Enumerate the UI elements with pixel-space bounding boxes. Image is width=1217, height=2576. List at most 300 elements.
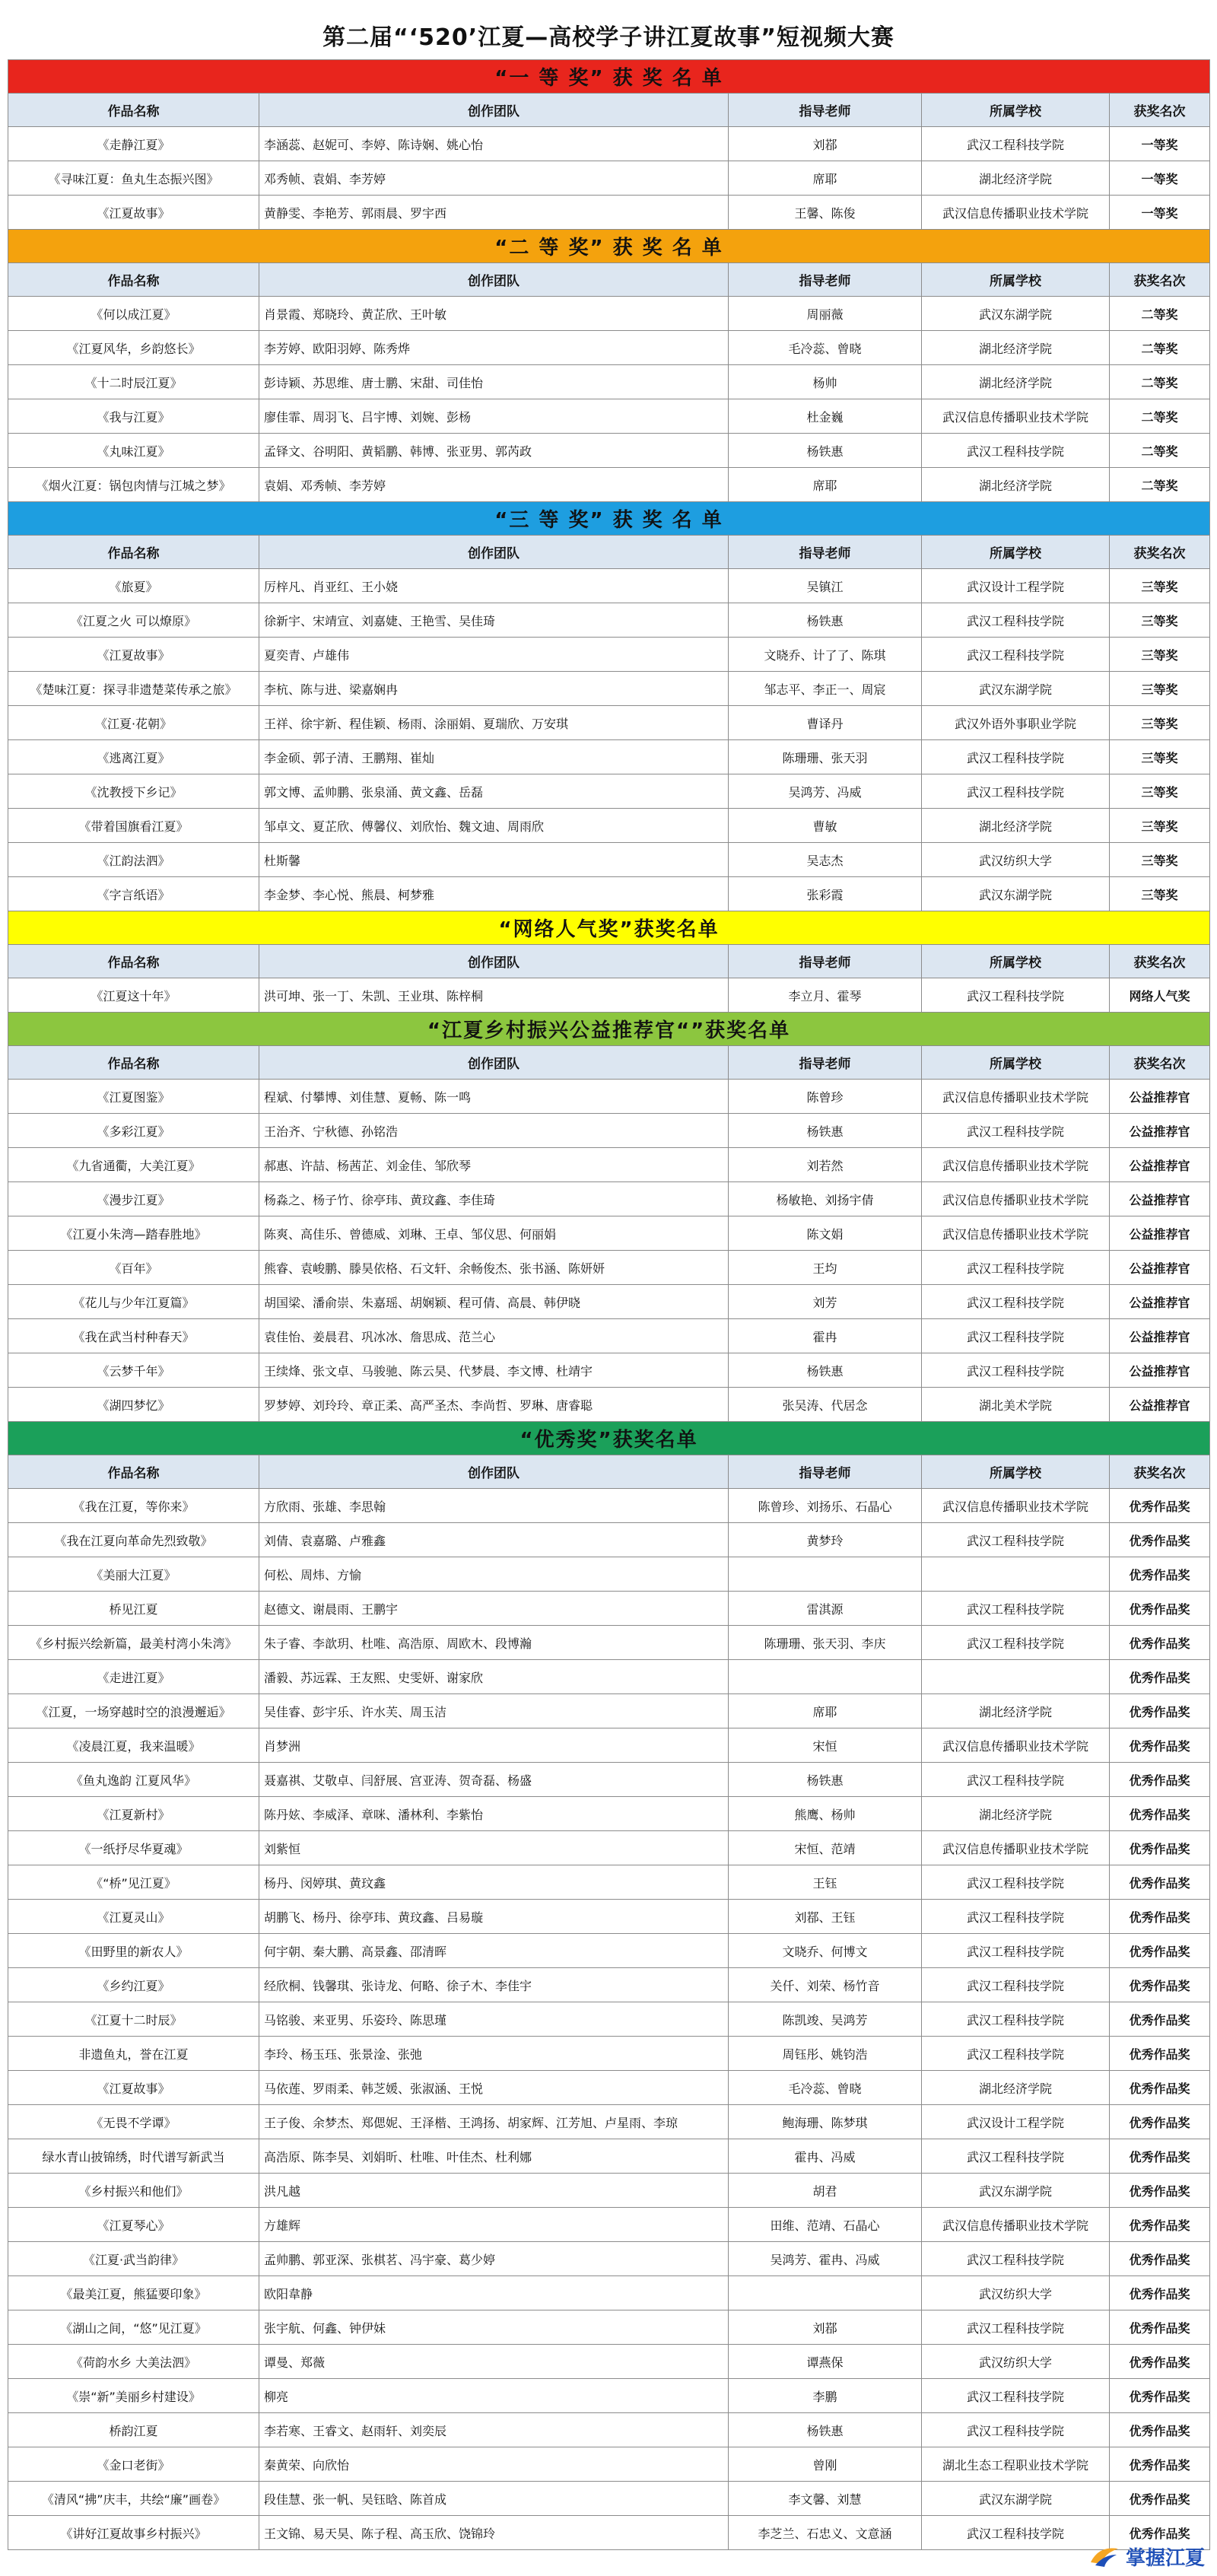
work-title-cell: 《我在江夏，等你来》 — [8, 1489, 259, 1523]
school-cell: 武汉工程科技学院 — [922, 1114, 1110, 1148]
rank-cell: 优秀作品奖 — [1110, 1865, 1210, 1900]
advisor-cell: 文晓乔、何博文 — [729, 1934, 922, 1968]
table-row — [8, 2447, 1210, 2482]
school-cell: 武汉信息传播职业技术学院 — [922, 1728, 1110, 1763]
work-title-cell: 《鱼丸逸韵 江夏风华》 — [8, 1763, 259, 1797]
advisor-cell: 刘鄀 — [729, 2310, 922, 2345]
advisor-cell: 杨帅 — [729, 365, 922, 399]
column-header: 获奖名次 — [1110, 536, 1210, 569]
advisor-cell: 毛冷蕊、曾晓 — [729, 2071, 922, 2105]
school-cell: 武汉工程科技学院 — [922, 1592, 1110, 1626]
advisor-cell: 李文馨、刘慧 — [729, 2482, 922, 2516]
table-row — [8, 2174, 1210, 2208]
table-row — [8, 1148, 1210, 1182]
team-cell: 肖景霞、郑晓玲、黄芷欣、王叶敏 — [259, 297, 729, 331]
table-row — [8, 843, 1210, 877]
rank-cell: 三等奖 — [1110, 774, 1210, 809]
column-header: 作品名称 — [8, 1455, 259, 1489]
school-cell: 武汉工程科技学院 — [922, 1865, 1110, 1900]
advisor-cell: 杨铁惠 — [729, 1114, 922, 1148]
rank-cell: 三等奖 — [1110, 877, 1210, 911]
advisor-cell: 谭燕保 — [729, 2345, 922, 2379]
school-cell: 武汉工程科技学院 — [922, 2002, 1110, 2037]
rank-cell: 优秀作品奖 — [1110, 1557, 1210, 1592]
work-title-cell: 《无畏不学谭》 — [8, 2105, 259, 2139]
work-title-cell: 《江夏·花朝》 — [8, 706, 259, 740]
school-cell: 武汉纺织大学 — [922, 2276, 1110, 2310]
school-cell: 武汉工程科技学院 — [922, 638, 1110, 672]
advisor-cell: 杨铁惠 — [729, 603, 922, 638]
table-row — [8, 2413, 1210, 2447]
column-header-row — [8, 94, 1210, 127]
work-title-cell: 《云梦千年》 — [8, 1353, 259, 1388]
rank-cell: 公益推荐官 — [1110, 1285, 1210, 1319]
table-row — [8, 1523, 1210, 1557]
column-header: 所属学校 — [922, 263, 1110, 297]
team-cell: 何宇朝、秦大鹏、高景鑫、邵清晖 — [259, 1934, 729, 1968]
rank-cell: 优秀作品奖 — [1110, 1797, 1210, 1831]
work-title-cell: 《一纸抒尽华夏魂》 — [8, 1831, 259, 1865]
table-row — [8, 1728, 1210, 1763]
column-header: 作品名称 — [8, 536, 259, 569]
advisor-cell: 邹志平、李正一、周宸 — [729, 672, 922, 706]
team-cell: 欧阳韋静 — [259, 2276, 729, 2310]
team-cell: 王子俊、余梦杰、郑偲妮、王泽楷、王鸿扬、胡家辉、江芳旭、卢星雨、李琼 — [259, 2105, 729, 2139]
work-title-cell: 《何以成江夏》 — [8, 297, 259, 331]
rank-cell: 优秀作品奖 — [1110, 2139, 1210, 2174]
table-row — [8, 706, 1210, 740]
advisor-cell: 席耶 — [729, 161, 922, 196]
team-cell: 邓秀帧、袁娟、李芳婷 — [259, 161, 729, 196]
team-cell: 胡鹏飞、杨丹、徐亭玮、黄玟鑫、吕易璇 — [259, 1900, 729, 1934]
team-cell: 潘毅、苏远霖、王友熙、史雯妍、谢家欣 — [259, 1660, 729, 1694]
work-title-cell: 《我在武当村种春天》 — [8, 1319, 259, 1353]
table-row — [8, 638, 1210, 672]
column-header: 所属学校 — [922, 1046, 1110, 1080]
rank-cell: 网络人气奖 — [1110, 978, 1210, 1013]
school-cell: 武汉信息传播职业技术学院 — [922, 1182, 1110, 1216]
advisor-cell: 陈曾珍、刘扬乐、石晶心 — [729, 1489, 922, 1523]
team-cell: 王文锦、易天昊、陈子程、高玉欣、饶锦玲 — [259, 2516, 729, 2550]
advisor-cell: 刘鄀、王钰 — [729, 1900, 922, 1934]
table-row — [8, 127, 1210, 161]
work-title-cell: 《九省通衢，大美江夏》 — [8, 1148, 259, 1182]
table-row — [8, 196, 1210, 230]
advisor-cell: 席耶 — [729, 468, 922, 502]
work-title-cell: 《江夏琴心》 — [8, 2208, 259, 2242]
work-title-cell: 《江夏之火 可以燎原》 — [8, 603, 259, 638]
rank-cell: 优秀作品奖 — [1110, 1592, 1210, 1626]
school-cell: 湖北经济学院 — [922, 809, 1110, 843]
table-row — [8, 2105, 1210, 2139]
work-title-cell: 《走进江夏》 — [8, 1660, 259, 1694]
rank-cell: 公益推荐官 — [1110, 1216, 1210, 1251]
advisor-cell: 陈文娟 — [729, 1216, 922, 1251]
school-cell: 湖北经济学院 — [922, 1694, 1110, 1728]
school-cell: 武汉东湖学院 — [922, 672, 1110, 706]
team-cell: 孟铎文、谷明阳、黄韬鹏、韩博、张亚男、郭芮政 — [259, 434, 729, 468]
table-row — [8, 2379, 1210, 2413]
rank-cell: 优秀作品奖 — [1110, 2447, 1210, 2482]
team-cell: 王治齐、宁秋德、孙铭浩 — [259, 1114, 729, 1148]
team-cell: 罗梦婷、刘玲玲、章正柔、高严圣杰、李尚哲、罗琳、唐睿聪 — [259, 1388, 729, 1422]
column-header: 作品名称 — [8, 263, 259, 297]
school-cell: 武汉设计工程学院 — [922, 569, 1110, 603]
work-title-cell: 《多彩江夏》 — [8, 1114, 259, 1148]
advisor-cell: 宋恒 — [729, 1728, 922, 1763]
work-title-cell: 《最美江夏，熊猛要印象》 — [8, 2276, 259, 2310]
column-header: 指导老师 — [729, 1455, 922, 1489]
column-header-row — [8, 1046, 1210, 1080]
table-row — [8, 399, 1210, 434]
table-row — [8, 1251, 1210, 1285]
school-cell: 湖北经济学院 — [922, 161, 1110, 196]
table-row — [8, 2037, 1210, 2071]
table-row — [8, 2242, 1210, 2276]
table-row — [8, 1797, 1210, 1831]
advisor-cell: 席耶 — [729, 1694, 922, 1728]
team-cell: 杨淼之、杨子竹、徐亭玮、黄玟鑫、李佳琦 — [259, 1182, 729, 1216]
advisor-cell: 陈珊珊、张天羽 — [729, 740, 922, 774]
section-band-recommend — [8, 1013, 1210, 1046]
team-cell: 吴佳睿、彭宇乐、许水芙、周玉洁 — [259, 1694, 729, 1728]
work-title-cell: 《乡村振兴和他们》 — [8, 2174, 259, 2208]
rank-cell: 优秀作品奖 — [1110, 2379, 1210, 2413]
table-row — [8, 672, 1210, 706]
school-cell: 武汉工程科技学院 — [922, 740, 1110, 774]
work-title-cell: 《江夏这十年》 — [8, 978, 259, 1013]
rank-cell: 公益推荐官 — [1110, 1353, 1210, 1388]
team-cell: 黄静雯、李艳芳、郭雨晨、罗宇西 — [259, 196, 729, 230]
work-title-cell: 《乡村振兴绘新篇，最美村湾小朱湾》 — [8, 1626, 259, 1660]
rank-cell: 公益推荐官 — [1110, 1182, 1210, 1216]
advisor-cell: 杨铁惠 — [729, 1763, 922, 1797]
advisor-cell: 陈珊珊、张天羽、李庆 — [729, 1626, 922, 1660]
team-cell: 高浩原、陈李昊、刘娟昕、杜唯、叶佳杰、杜利娜 — [259, 2139, 729, 2174]
table-row — [8, 1626, 1210, 1660]
rank-cell: 三等奖 — [1110, 603, 1210, 638]
advisor-cell: 曹敏 — [729, 809, 922, 843]
team-cell: 李涵蕊、赵妮可、李婷、陈诗娴、姚心怡 — [259, 127, 729, 161]
team-cell: 李玲、杨玉珏、张景淦、张弛 — [259, 2037, 729, 2071]
school-cell: 武汉纺织大学 — [922, 843, 1110, 877]
school-cell: 武汉工程科技学院 — [922, 978, 1110, 1013]
work-title-cell: 《江夏十二时辰》 — [8, 2002, 259, 2037]
column-header: 创作团队 — [259, 536, 729, 569]
team-cell: 洪可坤、张一丁、朱凯、王业琪、陈梓桐 — [259, 978, 729, 1013]
school-cell: 武汉工程科技学院 — [922, 1251, 1110, 1285]
work-title-cell: 《烟火江夏：锅包肉情与江城之梦》 — [8, 468, 259, 502]
table-row — [8, 2516, 1210, 2550]
table-row — [8, 1694, 1210, 1728]
advisor-cell: 李芝兰、石忠义、文意涵 — [729, 2516, 922, 2550]
rank-cell: 公益推荐官 — [1110, 1388, 1210, 1422]
watermark-text: 掌握江夏 — [1125, 2546, 1205, 2570]
school-cell: 武汉东湖学院 — [922, 2174, 1110, 2208]
section-title: “江夏乡村振兴公益推荐官“”获奖名单 — [8, 1013, 1210, 1046]
work-title-cell: 桥韵江夏 — [8, 2413, 259, 2447]
work-title-cell: 《江夏小朱湾—踏春胜地》 — [8, 1216, 259, 1251]
rank-cell: 二等奖 — [1110, 297, 1210, 331]
rank-cell: 三等奖 — [1110, 843, 1210, 877]
column-header: 创作团队 — [259, 94, 729, 127]
table-row — [8, 1763, 1210, 1797]
work-title-cell: 《江夏图鉴》 — [8, 1080, 259, 1114]
section-title: “三 等 奖” 获 奖 名 单 — [8, 502, 1210, 536]
table-row — [8, 569, 1210, 603]
work-title-cell: 《逃离江夏》 — [8, 740, 259, 774]
school-cell: 武汉工程科技学院 — [922, 1968, 1110, 2002]
team-cell: 熊睿、袁峻鹏、滕昊依格、石文轩、余畅俊杰、张书涵、陈妍妍 — [259, 1251, 729, 1285]
team-cell: 谭曼、郑薇 — [259, 2345, 729, 2379]
table-row — [8, 1489, 1210, 1523]
advisor-cell: 周丽薇 — [729, 297, 922, 331]
table-row — [8, 1900, 1210, 1934]
rank-cell: 公益推荐官 — [1110, 1148, 1210, 1182]
advisor-cell: 杨铁惠 — [729, 1353, 922, 1388]
school-cell: 湖北经济学院 — [922, 468, 1110, 502]
advisor-cell: 李鹏 — [729, 2379, 922, 2413]
advisor-cell: 张彩霞 — [729, 877, 922, 911]
school-cell — [922, 1557, 1110, 1592]
team-cell: 徐新宇、宋靖宣、刘嘉婕、王艳雪、吴佳琦 — [259, 603, 729, 638]
rank-cell: 优秀作品奖 — [1110, 1968, 1210, 2002]
column-header-row — [8, 1455, 1210, 1489]
table-row — [8, 2071, 1210, 2105]
work-title-cell: 《乡约江夏》 — [8, 1968, 259, 2002]
work-title-cell: 《江夏故事》 — [8, 2071, 259, 2105]
rank-cell: 三等奖 — [1110, 638, 1210, 672]
school-cell: 武汉工程科技学院 — [922, 603, 1110, 638]
rank-cell: 优秀作品奖 — [1110, 1626, 1210, 1660]
team-cell: 李杭、陈与进、梁嘉娴冉 — [259, 672, 729, 706]
work-title-cell: 《江夏故事》 — [8, 638, 259, 672]
advisor-cell: 曹译丹 — [729, 706, 922, 740]
work-title-cell: 《田野里的新农人》 — [8, 1934, 259, 1968]
work-title-cell: 《江夏灵山》 — [8, 1900, 259, 1934]
team-cell: 经欣桐、钱馨琪、张诗龙、何略、徐子木、李佳宇 — [259, 1968, 729, 2002]
school-cell: 武汉工程科技学院 — [922, 1763, 1110, 1797]
team-cell: 李芳婷、欧阳羽婷、陈秀烨 — [259, 331, 729, 365]
rank-cell: 二等奖 — [1110, 468, 1210, 502]
table-row — [8, 774, 1210, 809]
rank-cell: 优秀作品奖 — [1110, 2516, 1210, 2550]
rank-cell: 优秀作品奖 — [1110, 2208, 1210, 2242]
team-cell: 张宇航、何鑫、钟伊妹 — [259, 2310, 729, 2345]
rank-cell: 三等奖 — [1110, 809, 1210, 843]
advisor-cell: 毛冷蕊、曾晓 — [729, 331, 922, 365]
rank-cell: 优秀作品奖 — [1110, 1831, 1210, 1865]
school-cell: 武汉工程科技学院 — [922, 1934, 1110, 1968]
work-title-cell: 《讲好江夏故事乡村振兴》 — [8, 2516, 259, 2550]
school-cell: 湖北经济学院 — [922, 365, 1110, 399]
table-row — [8, 1353, 1210, 1388]
advisor-cell: 李立月、霍琴 — [729, 978, 922, 1013]
advisor-cell: 杜金巍 — [729, 399, 922, 434]
team-cell: 聂嘉祺、艾敬卓、闫舒展、宫亚涛、贺奇磊、杨盛 — [259, 1763, 729, 1797]
school-cell: 武汉工程科技学院 — [922, 1523, 1110, 1557]
work-title-cell: 绿水青山披锦绣，时代谱写新武当 — [8, 2139, 259, 2174]
table-row — [8, 2310, 1210, 2345]
team-cell: 何松、周炜、方愉 — [259, 1557, 729, 1592]
column-header: 所属学校 — [922, 945, 1110, 978]
team-cell: 刘紫恒 — [259, 1831, 729, 1865]
team-cell: 夏奕青、卢雄伟 — [259, 638, 729, 672]
hand-logo-icon — [1089, 2544, 1120, 2568]
award-sheet — [8, 11, 1209, 2550]
team-cell: 厉梓凡、肖亚红、王小娆 — [259, 569, 729, 603]
school-cell: 湖北经济学院 — [922, 2071, 1110, 2105]
team-cell: 柳亮 — [259, 2379, 729, 2413]
team-cell: 陈爽、高佳乐、曾德威、刘琳、王卓、邹仪思、何丽娟 — [259, 1216, 729, 1251]
rank-cell: 一等奖 — [1110, 127, 1210, 161]
work-title-cell: 《江夏风华，乡韵悠长》 — [8, 331, 259, 365]
team-cell: 肖梦洲 — [259, 1728, 729, 1763]
school-cell: 武汉工程科技学院 — [922, 2516, 1110, 2550]
advisor-cell: 陈曾珍 — [729, 1080, 922, 1114]
advisor-cell: 田维、范靖、石晶心 — [729, 2208, 922, 2242]
rank-cell: 优秀作品奖 — [1110, 1763, 1210, 1797]
school-cell: 武汉工程科技学院 — [922, 2310, 1110, 2345]
work-title-cell: 《十二时辰江夏》 — [8, 365, 259, 399]
table-row — [8, 1114, 1210, 1148]
work-title-cell: 《金口老街》 — [8, 2447, 259, 2482]
rank-cell: 三等奖 — [1110, 740, 1210, 774]
advisor-cell: 黄梦玲 — [729, 1523, 922, 1557]
team-cell: 马铭骏、来亚男、乐姿玲、陈思瑾 — [259, 2002, 729, 2037]
team-cell: 马依莲、罗雨柔、韩芝媛、张淑涵、王悦 — [259, 2071, 729, 2105]
column-header-row — [8, 945, 1210, 978]
work-title-cell: 《花儿与少年江夏篇》 — [8, 1285, 259, 1319]
table-row — [8, 365, 1210, 399]
rank-cell: 优秀作品奖 — [1110, 1523, 1210, 1557]
advisor-cell — [729, 1660, 922, 1694]
section-band-third — [8, 502, 1210, 536]
section-title: “优秀奖”获奖名单 — [8, 1422, 1210, 1455]
column-header-row — [8, 263, 1210, 297]
school-cell: 武汉工程科技学院 — [922, 2037, 1110, 2071]
column-header: 所属学校 — [922, 94, 1110, 127]
school-cell: 湖北美术学院 — [922, 1388, 1110, 1422]
work-title-cell: 《湖山之间，“悠”见江夏》 — [8, 2310, 259, 2345]
work-title-cell: 《丸味江夏》 — [8, 434, 259, 468]
advisor-cell: 王钰 — [729, 1865, 922, 1900]
table-row — [8, 877, 1210, 911]
column-header: 指导老师 — [729, 536, 922, 569]
school-cell: 湖北生态工程职业技术学院 — [922, 2447, 1110, 2482]
school-cell: 武汉信息传播职业技术学院 — [922, 1080, 1110, 1114]
rank-cell: 优秀作品奖 — [1110, 2242, 1210, 2276]
advisor-cell: 王均 — [729, 1251, 922, 1285]
table-row — [8, 2002, 1210, 2037]
column-header: 所属学校 — [922, 536, 1110, 569]
awards-table — [8, 59, 1210, 2550]
team-cell: 赵德文、谢晨雨、王鹏宇 — [259, 1592, 729, 1626]
rank-cell: 公益推荐官 — [1110, 1080, 1210, 1114]
table-row — [8, 1182, 1210, 1216]
rank-cell: 一等奖 — [1110, 196, 1210, 230]
work-title-cell: 《荷韵水乡 大美法泗》 — [8, 2345, 259, 2379]
work-title-cell: 《“桥”见江夏》 — [8, 1865, 259, 1900]
school-cell: 武汉信息传播职业技术学院 — [922, 1831, 1110, 1865]
rank-cell: 优秀作品奖 — [1110, 1694, 1210, 1728]
table-row — [8, 2208, 1210, 2242]
rank-cell: 二等奖 — [1110, 399, 1210, 434]
team-cell: 彭诗颖、苏思维、唐士鹏、宋甜、司佳怡 — [259, 365, 729, 399]
advisor-cell: 杨敏艳、刘扬宇倩 — [729, 1182, 922, 1216]
team-cell: 陈丹妶、李威泽、章咪、潘林利、李紫怡 — [259, 1797, 729, 1831]
team-cell: 方雄辉 — [259, 2208, 729, 2242]
rank-cell: 优秀作品奖 — [1110, 2037, 1210, 2071]
school-cell: 武汉工程科技学院 — [922, 774, 1110, 809]
column-header: 作品名称 — [8, 945, 259, 978]
table-row — [8, 1557, 1210, 1592]
team-cell: 刘倩、袁嘉璐、卢雅鑫 — [259, 1523, 729, 1557]
work-title-cell: 《崇“新”美丽乡村建设》 — [8, 2379, 259, 2413]
table-row — [8, 1216, 1210, 1251]
advisor-cell: 陈凯竣、吴鸿芳 — [729, 2002, 922, 2037]
team-cell: 王续烽、张文卓、马骏驰、陈云昊、代梦晨、李文博、杜靖宇 — [259, 1353, 729, 1388]
column-header: 指导老师 — [729, 945, 922, 978]
page-title: 第二届“‘520’江夏—高校学子讲江夏故事”短视频大赛 — [323, 24, 894, 51]
watermark — [1089, 2541, 1205, 2571]
team-cell: 方欣雨、张雄、李思翰 — [259, 1489, 729, 1523]
work-title-cell: 《湖四梦忆》 — [8, 1388, 259, 1422]
column-header: 获奖名次 — [1110, 94, 1210, 127]
column-header: 获奖名次 — [1110, 945, 1210, 978]
table-row — [8, 1865, 1210, 1900]
advisor-cell: 曾刚 — [729, 2447, 922, 2482]
rank-cell: 优秀作品奖 — [1110, 2071, 1210, 2105]
rank-cell: 优秀作品奖 — [1110, 1728, 1210, 1763]
team-cell: 廖佳霏、周羽飞、吕宇博、刘婉、彭杨 — [259, 399, 729, 434]
rank-cell: 二等奖 — [1110, 331, 1210, 365]
rank-cell: 优秀作品奖 — [1110, 1934, 1210, 1968]
team-cell: 王祥、徐宇新、程佳颖、杨雨、涂丽娟、夏瑞欣、万安琪 — [259, 706, 729, 740]
school-cell: 武汉工程科技学院 — [922, 1900, 1110, 1934]
work-title-cell: 《旅夏》 — [8, 569, 259, 603]
table-row — [8, 1592, 1210, 1626]
column-header: 创作团队 — [259, 263, 729, 297]
team-cell: 胡国梁、潘俞崇、朱嘉瑶、胡娴颖、程可倩、高晨、韩伊晓 — [259, 1285, 729, 1319]
school-cell: 武汉工程科技学院 — [922, 434, 1110, 468]
rank-cell: 优秀作品奖 — [1110, 2174, 1210, 2208]
rank-cell: 优秀作品奖 — [1110, 2310, 1210, 2345]
column-header: 指导老师 — [729, 263, 922, 297]
rank-cell: 优秀作品奖 — [1110, 2345, 1210, 2379]
column-header: 指导老师 — [729, 1046, 922, 1080]
team-cell: 李若寒、王睿文、赵雨轩、刘奕辰 — [259, 2413, 729, 2447]
school-cell: 湖北经济学院 — [922, 1797, 1110, 1831]
advisor-cell: 雷淇源 — [729, 1592, 922, 1626]
work-title-cell: 《楚味江夏：探寻非遗楚菜传承之旅》 — [8, 672, 259, 706]
table-row — [8, 331, 1210, 365]
work-title-cell: 《江夏故事》 — [8, 196, 259, 230]
column-header: 获奖名次 — [1110, 263, 1210, 297]
team-cell: 洪凡越 — [259, 2174, 729, 2208]
school-cell: 武汉工程科技学院 — [922, 127, 1110, 161]
work-title-cell: 《江夏·武当韵律》 — [8, 2242, 259, 2276]
advisor-cell — [729, 2276, 922, 2310]
school-cell: 武汉信息传播职业技术学院 — [922, 1216, 1110, 1251]
advisor-cell: 鲍海珊、陈梦琪 — [729, 2105, 922, 2139]
school-cell: 武汉工程科技学院 — [922, 2139, 1110, 2174]
school-cell: 武汉工程科技学院 — [922, 2413, 1110, 2447]
column-header: 指导老师 — [729, 94, 922, 127]
school-cell: 武汉信息传播职业技术学院 — [922, 1148, 1110, 1182]
column-header: 获奖名次 — [1110, 1455, 1210, 1489]
rank-cell: 优秀作品奖 — [1110, 2105, 1210, 2139]
